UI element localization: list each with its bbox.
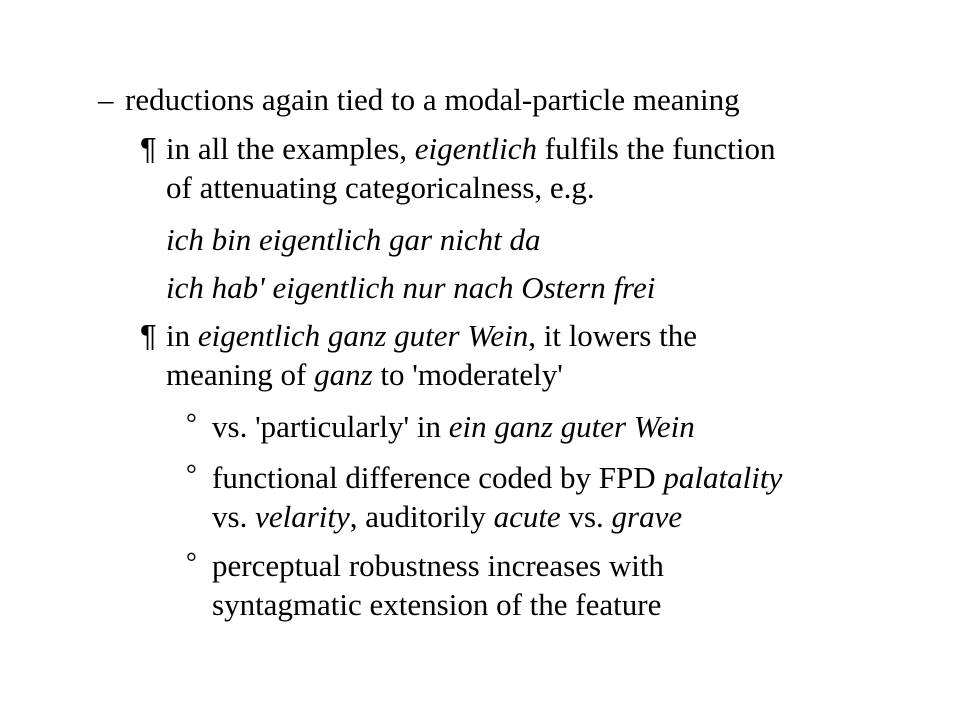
sub2-line1-a: functional difference coded by FPD — [212, 460, 664, 495]
degree-bullet: ° — [186, 408, 197, 438]
sub2-line2-e: vs. — [560, 499, 612, 534]
sub1-example-phrase: ein ganz guter Wein — [448, 409, 695, 444]
heading-line: reductions again tied to a modal-particle meaning — [125, 82, 740, 117]
para2-line2-a: meaning of — [166, 357, 315, 392]
sub1-line — [212, 409, 695, 444]
dash-bullet: – — [98, 82, 114, 117]
para1-term-eigentlich: eigentlich — [414, 131, 538, 166]
sub2-term-velarity: velarity — [255, 499, 350, 534]
sub2-term-palatality: palatality — [663, 460, 783, 495]
sub2-term-acute: acute — [493, 499, 561, 534]
example-line-2 — [166, 270, 655, 305]
para1-text-a: in all the examples, — [166, 131, 415, 166]
sub2-line1 — [212, 460, 782, 495]
para2-line2-c: to 'moderately' — [372, 357, 563, 392]
sub1-text-a: vs. 'particularly' in — [212, 409, 449, 444]
degree-bullet: ° — [186, 459, 197, 489]
pilcrow-bullet: ¶ — [140, 318, 157, 353]
para2-line2 — [166, 357, 563, 392]
sub3-line2: syntagmatic extension of the feature — [212, 587, 662, 622]
example-2-text: ich hab' eigentlich nur nach Ostern frei — [166, 270, 656, 305]
example-1-text: ich bin eigentlich gar nicht da — [166, 222, 541, 257]
para2-example-phrase: eigentlich ganz guter Wein — [197, 318, 529, 353]
para2-text-c: , it lowers the — [528, 318, 697, 353]
degree-bullet: ° — [186, 547, 197, 577]
sub2-line2-a: vs. — [212, 499, 256, 534]
example-line-1 — [166, 222, 541, 257]
sub2-line2-c: , auditorily — [349, 499, 494, 534]
pilcrow-bullet: ¶ — [140, 131, 157, 166]
sub3-line1: perceptual robustness increases with — [212, 548, 664, 583]
para1-line1 — [166, 131, 776, 166]
para2-term-ganz: ganz — [314, 357, 373, 392]
para2-line1 — [166, 318, 697, 353]
para2-text-a: in — [166, 318, 198, 353]
para1-line2: of attenuating categoricalness, e.g. — [166, 170, 595, 205]
sub2-term-grave: grave — [611, 499, 683, 534]
para1-text-c: fulfils the function — [537, 131, 776, 166]
sub2-line2 — [212, 499, 682, 534]
